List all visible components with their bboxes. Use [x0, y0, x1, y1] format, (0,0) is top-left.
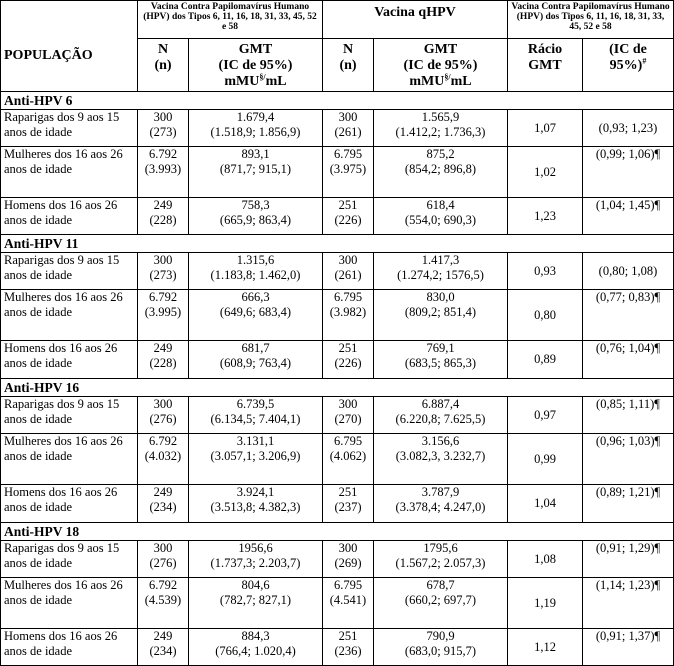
section-row — [1, 379, 674, 397]
gmt-cell-1: 1956,6 (1.737,3; 2.203,7) — [189, 541, 323, 578]
ratio-cell: 1,07 — [508, 110, 583, 147]
n-header-2: N (n) — [323, 39, 374, 92]
ratio-ci-cell: (0,85; 1,11)¶ — [583, 397, 674, 434]
table-row — [1, 541, 674, 578]
ratio-ci-cell: (1,14; 1,23)¶ — [583, 578, 674, 629]
n-cell-2: 300 (261) — [323, 253, 374, 290]
n-cell-2: 251 (226) — [323, 198, 374, 235]
ratio-ci-cell: (0,77; 0,83)¶ — [583, 290, 674, 341]
ratio-cell: 0,89 — [508, 341, 583, 379]
population-cell: Homens dos 16 aos 26 anos de idade — [1, 485, 138, 523]
n-cell-1: 300 (276) — [138, 541, 189, 578]
n-cell-1: 300 (276) — [138, 397, 189, 434]
gmt-cell-2: 830,0 (809,2; 851,4) — [374, 290, 508, 341]
population-cell: Homens dos 16 aos 26 anos de idade — [1, 341, 138, 379]
population-cell: Homens dos 16 aos 26 anos de idade — [1, 198, 138, 235]
ratio-ci-cell: (0,91; 1,37)¶ — [583, 629, 674, 666]
table-row — [1, 341, 674, 379]
n-cell-1: 300 (273) — [138, 253, 189, 290]
ratio-ci-cell: (0,91; 1,29)¶ — [583, 541, 674, 578]
n-cell-2: 300 (269) — [323, 541, 374, 578]
ratio-header: Rácio GMT — [508, 39, 583, 92]
section-row — [1, 235, 674, 253]
gmt-header-1: GMT (IC de 95%) mMU§/mL — [189, 39, 323, 92]
ratio-ci-header: (IC de 95%)# — [583, 39, 674, 92]
n-cell-2: 300 (270) — [323, 397, 374, 434]
gmt-cell-2: 1.417,3 (1.274,2; 1576,5) — [374, 253, 508, 290]
ratio-ci-cell: (0,89; 1,21)¶ — [583, 485, 674, 523]
table-row — [1, 253, 674, 290]
n-header-1: N (n) — [138, 39, 189, 92]
table-row — [1, 290, 674, 341]
n-cell-2: 6.795 (4.062) — [323, 434, 374, 485]
n-cell-1: 249 (228) — [138, 341, 189, 379]
population-header: POPULAÇÃO — [1, 1, 138, 92]
ratio-cell: 1,23 — [508, 198, 583, 235]
section-row — [1, 523, 674, 541]
ratio-cell: 0,80 — [508, 290, 583, 341]
population-cell: Raparigas dos 9 aos 15 anos de idade — [1, 397, 138, 434]
table-row — [1, 147, 674, 198]
gmt-cell-1: 893,1 (871,7; 915,1) — [189, 147, 323, 198]
gmt-cell-1: 1.679,4 (1.518,9; 1.856,9) — [189, 110, 323, 147]
gmt-cell-2: 875,2 (854,2; 896,8) — [374, 147, 508, 198]
ratio-ci-cell: (0,80; 1,08) — [583, 253, 674, 290]
gmt-cell-2: 678,7 (660,2; 697,7) — [374, 578, 508, 629]
ratio-ci-cell: (0,96; 1,03)¶ — [583, 434, 674, 485]
ratio-cell: 1,02 — [508, 147, 583, 198]
section-title: Anti-HPV 11 — [1, 235, 674, 253]
section-title: Anti-HPV 18 — [1, 523, 674, 541]
ratio-ci-cell: (1,04; 1,45)¶ — [583, 198, 674, 235]
population-cell: Mulheres dos 16 aos 26 anos de idade — [1, 290, 138, 341]
n-cell-1: 6.792 (4.539) — [138, 578, 189, 629]
table-row — [1, 397, 674, 434]
table-row — [1, 629, 674, 666]
table-body — [1, 92, 674, 666]
n-cell-2: 300 (261) — [323, 110, 374, 147]
table-row — [1, 578, 674, 629]
gmt-cell-1: 1.315,6 (1.183,8; 1.462,0) — [189, 253, 323, 290]
ratio-cell: 0,93 — [508, 253, 583, 290]
n-cell-1: 249 (234) — [138, 629, 189, 666]
n-cell-1: 6.792 (3.995) — [138, 290, 189, 341]
gmt-cell-1: 3.131,1 (3.057,1; 3.206,9) — [189, 434, 323, 485]
table-row — [1, 198, 674, 235]
vaccine-qhpv-header: Vacina qHPV — [323, 1, 508, 39]
ratio-ci-cell: (0,76; 1,04)¶ — [583, 341, 674, 379]
n-cell-2: 251 (236) — [323, 629, 374, 666]
section-title: Anti-HPV 16 — [1, 379, 674, 397]
n-cell-2: 6.795 (3.982) — [323, 290, 374, 341]
population-cell: Mulheres dos 16 aos 26 anos de idade — [1, 147, 138, 198]
gmt-cell-2: 3.156,6 (3.082,3, 3.232,7) — [374, 434, 508, 485]
n-cell-1: 249 (234) — [138, 485, 189, 523]
population-cell: Raparigas dos 9 aos 15 anos de idade — [1, 541, 138, 578]
gmt-cell-1: 758,3 (665,9; 863,4) — [189, 198, 323, 235]
population-cell: Homens dos 16 aos 26 anos de idade — [1, 629, 138, 666]
table-row — [1, 485, 674, 523]
gmt-cell-2: 790,9 (683,0; 915,7) — [374, 629, 508, 666]
gmt-cell-2: 6.887,4 (6.220,8; 7.625,5) — [374, 397, 508, 434]
gmt-cell-1: 6.739,5 (6.134,5; 7.404,1) — [189, 397, 323, 434]
ratio-cell: 1,12 — [508, 629, 583, 666]
ratio-cell: 0,97 — [508, 397, 583, 434]
gmt-cell-1: 804,6 (782,7; 827,1) — [189, 578, 323, 629]
gmt-cell-2: 1795,6 (1.567,2; 2.057,3) — [374, 541, 508, 578]
population-cell: Mulheres dos 16 aos 26 anos de idade — [1, 578, 138, 629]
n-cell-1: 6.792 (4.032) — [138, 434, 189, 485]
n-cell-1: 300 (273) — [138, 110, 189, 147]
population-cell: Raparigas dos 9 aos 15 anos de idade — [1, 253, 138, 290]
gmt-cell-2: 769,1 (683,5; 865,3) — [374, 341, 508, 379]
ratio-ci-cell: (0,99; 1,06)¶ — [583, 147, 674, 198]
ratio-cell: 1,08 — [508, 541, 583, 578]
n-cell-1: 6.792 (3.993) — [138, 147, 189, 198]
ratio-cell: 1,04 — [508, 485, 583, 523]
gmt-cell-2: 618,4 (554,0; 690,3) — [374, 198, 508, 235]
gmt-cell-2: 1.565,9 (1.412,2; 1.736,3) — [374, 110, 508, 147]
ratio-ci-cell: (0,93; 1,23) — [583, 110, 674, 147]
gmt-cell-1: 666,3 (649,6; 683,4) — [189, 290, 323, 341]
n-cell-2: 251 (237) — [323, 485, 374, 523]
section-row — [1, 92, 674, 110]
table-row — [1, 434, 674, 485]
vaccine-9v-header: Vacina Contra Papilomavírus Humano (HPV) dos Tipos 6, 11, 16, 18, 31, 33, 45, 52 e 58 — [138, 1, 323, 39]
gmt-header-2: GMT (IC de 95%) mMU§/mL — [374, 39, 508, 92]
gmt-cell-2: 3.787,9 (3.378,4; 4.247,0) — [374, 485, 508, 523]
ratio-cell: 1,19 — [508, 578, 583, 629]
gmt-cell-1: 681,7 (608,9; 763,4) — [189, 341, 323, 379]
ratio-cell: 0,99 — [508, 434, 583, 485]
vaccine-ratio-header: Vacina Contra Papilomavírus Humano (HPV) dos Tipos 6, 11, 16, 18, 31, 33, 45, 52 e 58 — [508, 1, 674, 39]
n-cell-2: 6.795 (3.975) — [323, 147, 374, 198]
gmt-cell-1: 884,3 (766,4; 1.020,4) — [189, 629, 323, 666]
gmt-cell-1: 3.924,1 (3.513,8; 4.382,3) — [189, 485, 323, 523]
n-cell-2: 6.795 (4.541) — [323, 578, 374, 629]
population-cell: Mulheres dos 16 aos 26 anos de idade — [1, 434, 138, 485]
population-cell: Raparigas dos 9 aos 15 anos de idade — [1, 110, 138, 147]
n-cell-1: 249 (228) — [138, 198, 189, 235]
table-row — [1, 110, 674, 147]
n-cell-2: 251 (226) — [323, 341, 374, 379]
section-title: Anti-HPV 6 — [1, 92, 674, 110]
